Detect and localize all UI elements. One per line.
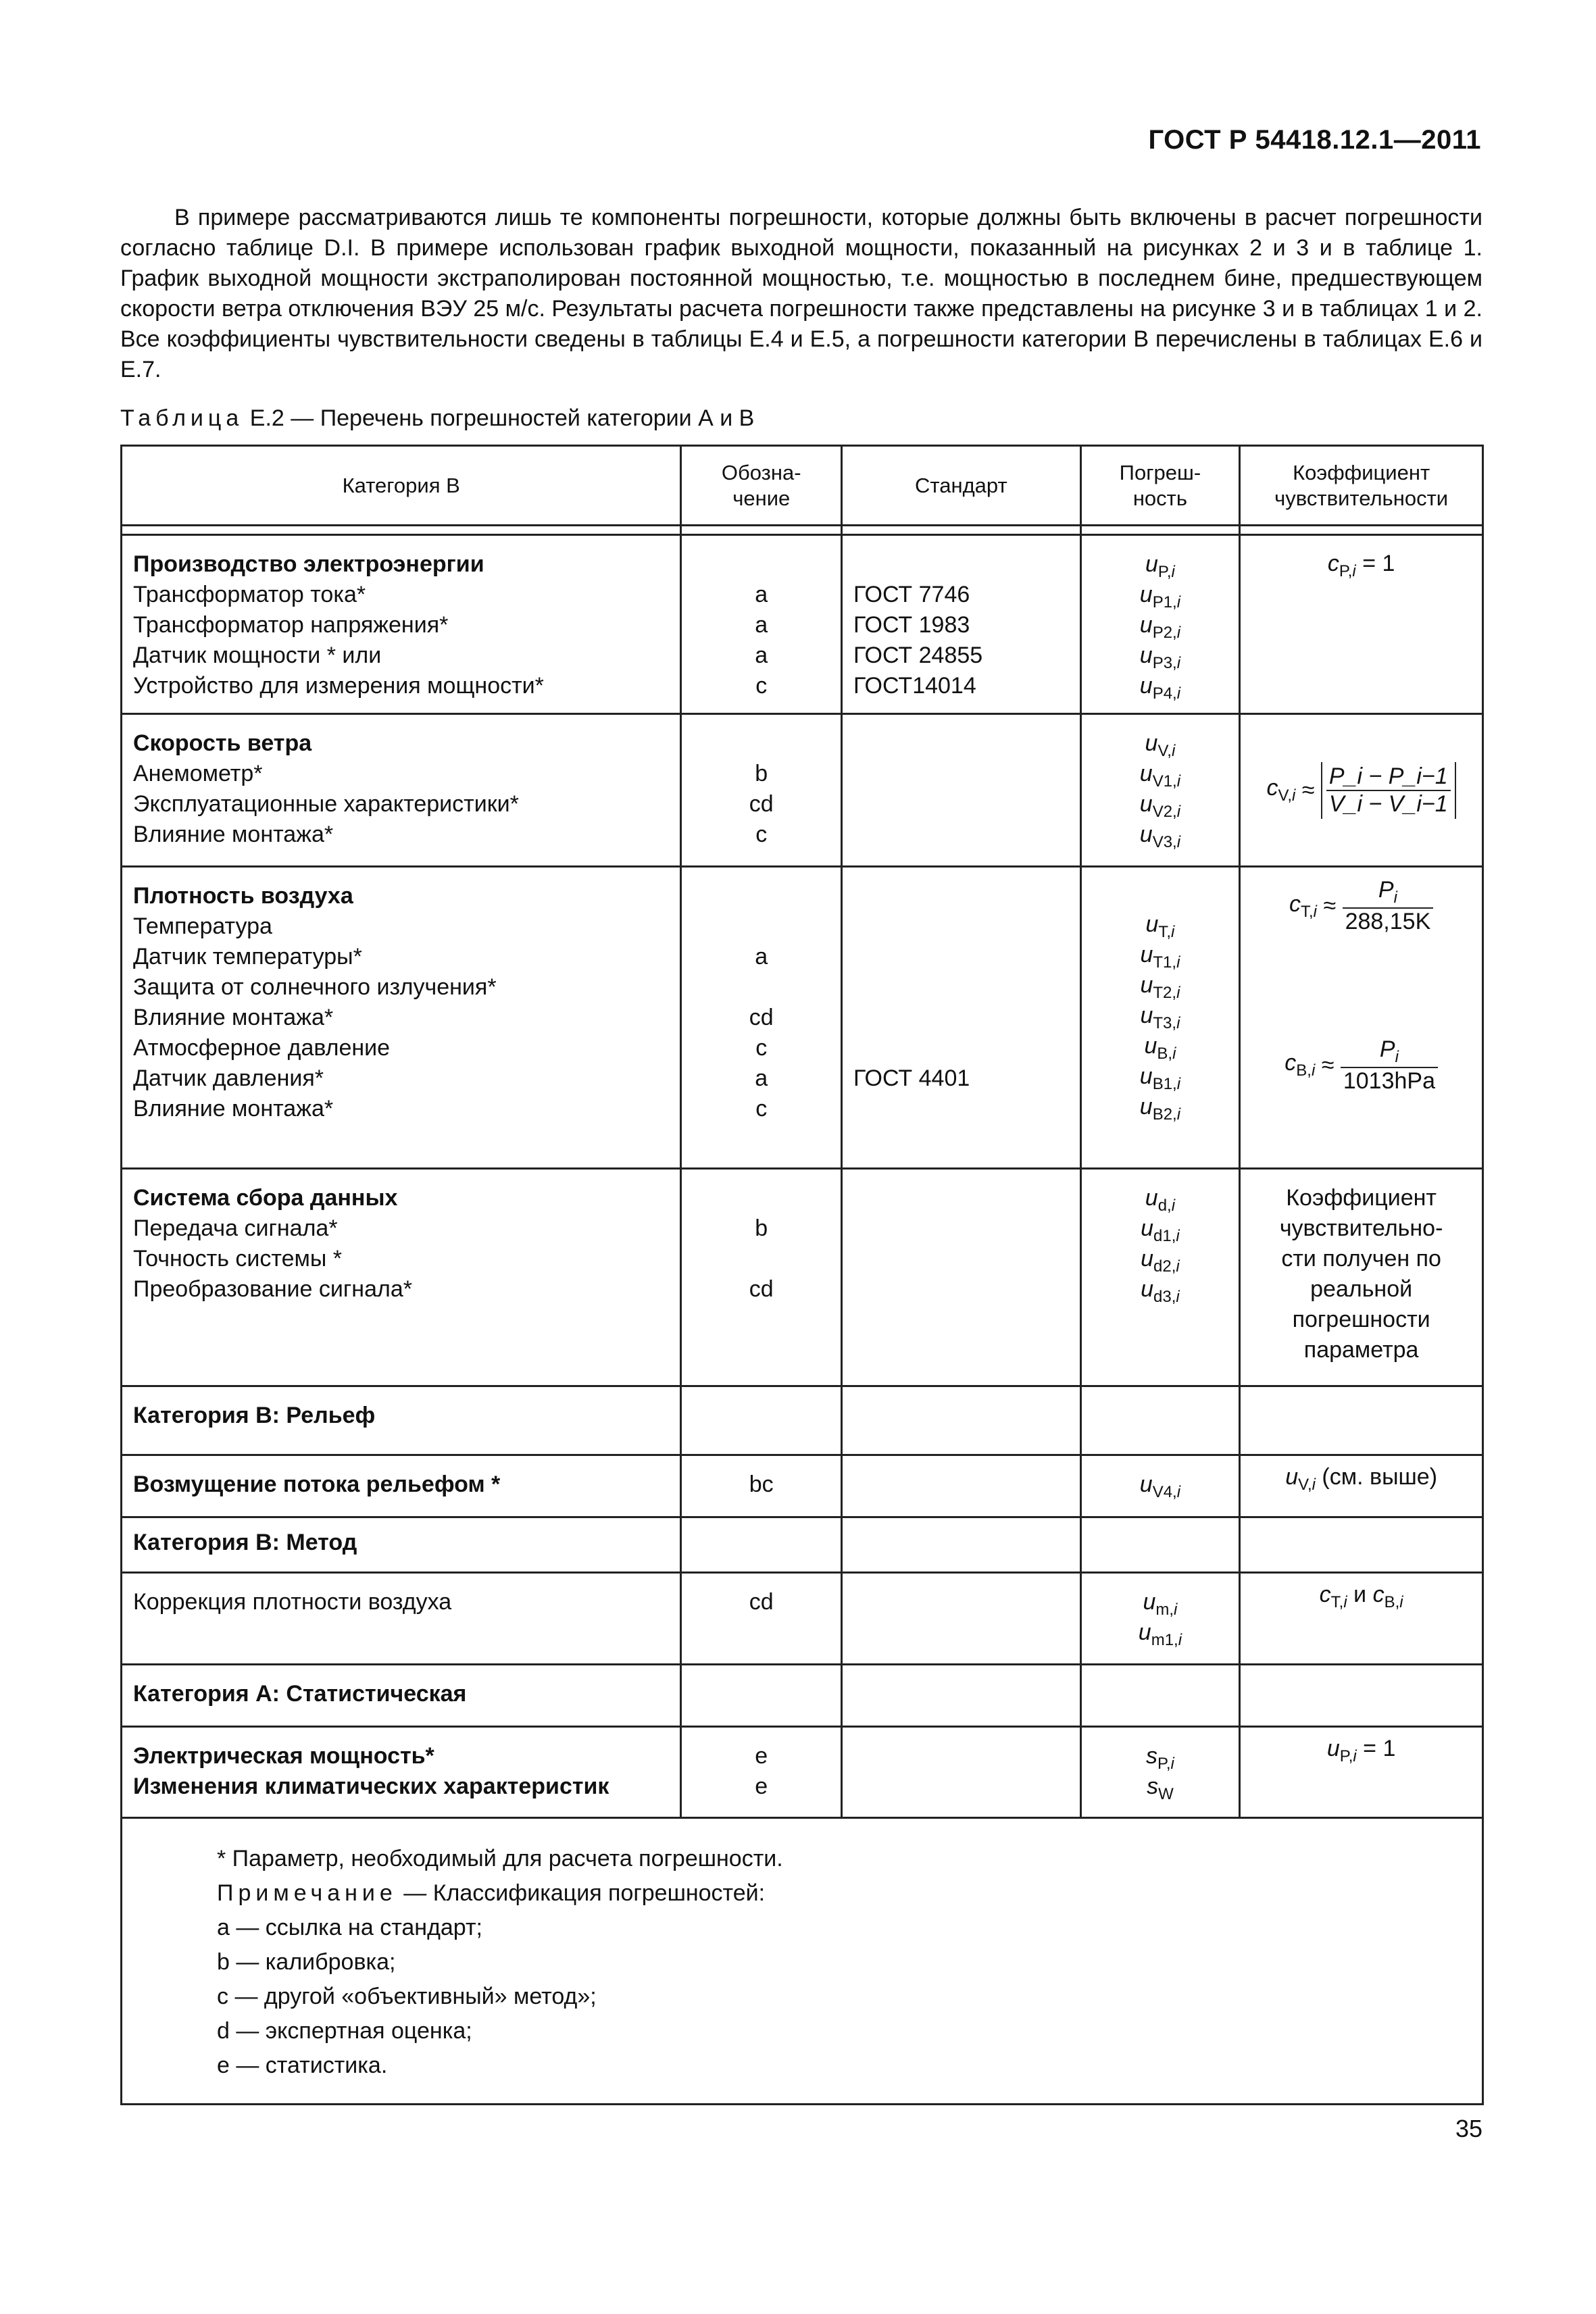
table-row bbox=[122, 1455, 1483, 1517]
table-footnote-row bbox=[122, 1818, 1483, 2105]
wind-coefficient: $c_{V,i}$ ≈ $\frac{P\_i - P\_i-1}{V\_i - V\_i-1}$ bbox=[1240, 714, 1483, 867]
header-spacer bbox=[122, 526, 1483, 535]
method-coefficient: $c_{T,i}$ и $c_{B,i}$ bbox=[1240, 1573, 1483, 1665]
intro-paragraph bbox=[120, 203, 1482, 385]
das-coefficient: Коэффициент чувствительно- сти получен по реальной погрешности параметра bbox=[1240, 1169, 1483, 1386]
method-symbols: $u_{m,i}$ $u_{m1,i}$ bbox=[1080, 1573, 1240, 1665]
header-category: Категория В bbox=[122, 446, 681, 526]
note-line: b — калибровка; bbox=[217, 1949, 396, 1975]
header-standard: Стандарт bbox=[842, 446, 1081, 526]
note-line: а — ссылка на стандарт; bbox=[217, 1915, 482, 1940]
table-row bbox=[122, 714, 1483, 867]
wind-standards bbox=[842, 714, 1081, 867]
header-designation: Обозна- чение bbox=[681, 446, 842, 526]
table-header-row bbox=[122, 446, 1483, 526]
wind-labels: Скорость ветра Анемометр* Эксплуатационные характеристики* Влияние монтажа* bbox=[122, 714, 681, 867]
page-number: 35 bbox=[1455, 2115, 1482, 2142]
stat-codes: e e bbox=[681, 1727, 842, 1818]
das-labels: Система сбора данных Передача сигнала* Точность системы * Преобразование сигнала* bbox=[122, 1169, 681, 1386]
power-title: Производство электроэнергии bbox=[133, 551, 484, 577]
document-code: ГОСТ Р 54418.12.1—2011 bbox=[1148, 125, 1481, 155]
table-caption bbox=[120, 405, 754, 432]
table-row bbox=[122, 1573, 1483, 1665]
caption-prefix: Таблица bbox=[120, 405, 244, 431]
terrain-label: Возмущение потока рельефом * bbox=[122, 1455, 681, 1517]
intro-text: В примере рассматриваются лишь те компоненты погрешности, которые должны быть включены в расчет погрешности согласно таблице D.I. В примере использован график выходной мощности, показанный на рисунках 2 и 3 и в таблице 1. График выходной мощности экстраполирован постоянной мощностью, т.е. мощностью в последнем бине, предшествующем скорости ветра отключения ВЭУ 25 м/с. Результаты расчета погрешности также представлены на рисунке 3 и в таблицах 1 и 2. Все коэффициенты чувствительности сведены в таблицы Е.4 и Е.5, а погрешности категории В перечислены в таблицах Е.6 и Е.7. bbox=[120, 205, 1482, 382]
note-line: е — статистика. bbox=[217, 2053, 388, 2078]
power-labels: Производство электроэнергии Трансформатор тока* Трансформатор напряжения* Датчик мощности * или Устройство для измерения мощности* bbox=[122, 535, 681, 714]
footnote-star: * Параметр, необходимый для расчета погрешности. bbox=[217, 1846, 783, 1871]
das-symbols: $u_{d,i}$ $u_{d1,i}$ $u_{d2,i}$ $u_{d3,i}$ bbox=[1080, 1169, 1240, 1386]
pressure-coefficient: $c_{B,i}$ ≈ $\frac{P_i}{\text{1013hPa}}$ bbox=[1241, 1036, 1482, 1095]
power-coefficient: $c_{P,i} = 1$ bbox=[1240, 535, 1483, 714]
note-heading: Примечание — Классификация погрешностей: bbox=[217, 1880, 766, 1906]
density-standards: ГОСТ 4401 bbox=[842, 867, 1081, 1169]
density-coefficients bbox=[1240, 867, 1483, 1169]
das-codes: b cd bbox=[681, 1169, 842, 1386]
table-row bbox=[122, 1169, 1483, 1386]
caption-text: Е.2 — Перечень погрешностей категории А и В bbox=[249, 405, 755, 431]
wind-title: Скорость ветра bbox=[133, 730, 312, 756]
wind-codes: b cd c bbox=[681, 714, 842, 867]
das-title: Система сбора данных bbox=[133, 1185, 398, 1211]
stat-labels: Электрическая мощность* Изменения климатических характеристик bbox=[122, 1727, 681, 1818]
temperature-coefficient: $c_{T,i}$ ≈ $\frac{P_i}{288,15K}$ bbox=[1241, 877, 1482, 935]
terrain-code: bc bbox=[681, 1455, 842, 1517]
note-line: c — другой «объективный» метод»; bbox=[217, 1984, 597, 2009]
wind-symbols: $u_{V,i}$ $u_{V1,i}$ $u_{V2,i}$ $u_{V3,i}$ bbox=[1080, 714, 1240, 867]
stat-coefficient: $u_{P,i} = 1$ bbox=[1240, 1727, 1483, 1818]
table-row bbox=[122, 867, 1483, 1169]
density-title: Плотность воздуха bbox=[133, 883, 353, 909]
table-row bbox=[122, 1386, 1483, 1455]
terrain-title: Категория В: Рельеф bbox=[122, 1386, 681, 1455]
power-standards: ГОСТ 7746 ГОСТ 1983 ГОСТ 24855 ГОСТ14014 bbox=[842, 535, 1081, 714]
density-symbols: $u_{T,i}$ $u_{T1,i}$ $u_{T2,i}$ $u_{T3,i}$ $u_{B,i}$ $u_{B1,i}$ $u_{B2,i}$ bbox=[1080, 867, 1240, 1169]
header-coefficient: Коэффициент чувствительности bbox=[1240, 446, 1483, 526]
stat-title: Категория А: Статистическая bbox=[122, 1665, 681, 1727]
table-row bbox=[122, 1517, 1483, 1573]
terrain-symbol: $u_{V4,i}$ bbox=[1080, 1455, 1240, 1517]
das-standards bbox=[842, 1169, 1081, 1386]
note-line: d — экспертная оценка; bbox=[217, 2018, 472, 2044]
uncertainty-table bbox=[120, 445, 1484, 2105]
method-label: Коррекция плотности воздуха bbox=[122, 1573, 681, 1665]
table-row bbox=[122, 535, 1483, 714]
terrain-coefficient: $u_{V,i}$ (см. выше) bbox=[1240, 1455, 1483, 1517]
table-footnote bbox=[122, 1818, 1483, 2105]
header-uncertainty: Погреш- ность bbox=[1080, 446, 1240, 526]
table-row bbox=[122, 1665, 1483, 1727]
density-labels: Плотность воздуха Температура Датчик температуры* Защита от солнечного излучения* Влияние монтажа* Атмосферное давление Датчик давления* Влияние монтажа* bbox=[122, 867, 681, 1169]
method-code: cd bbox=[681, 1573, 842, 1665]
density-codes: a cd c a c bbox=[681, 867, 842, 1169]
power-codes: a a a c bbox=[681, 535, 842, 714]
stat-symbols: $s_{P,i}$ $s_W$ bbox=[1080, 1727, 1240, 1818]
power-symbols: $u_{P,i}$ $u_{P1,i}$ $u_{P2,i}$ $u_{P3,i}$ $u_{P4,i}$ bbox=[1080, 535, 1240, 714]
table-row bbox=[122, 1727, 1483, 1818]
method-title: Категория В: Метод bbox=[122, 1517, 681, 1573]
